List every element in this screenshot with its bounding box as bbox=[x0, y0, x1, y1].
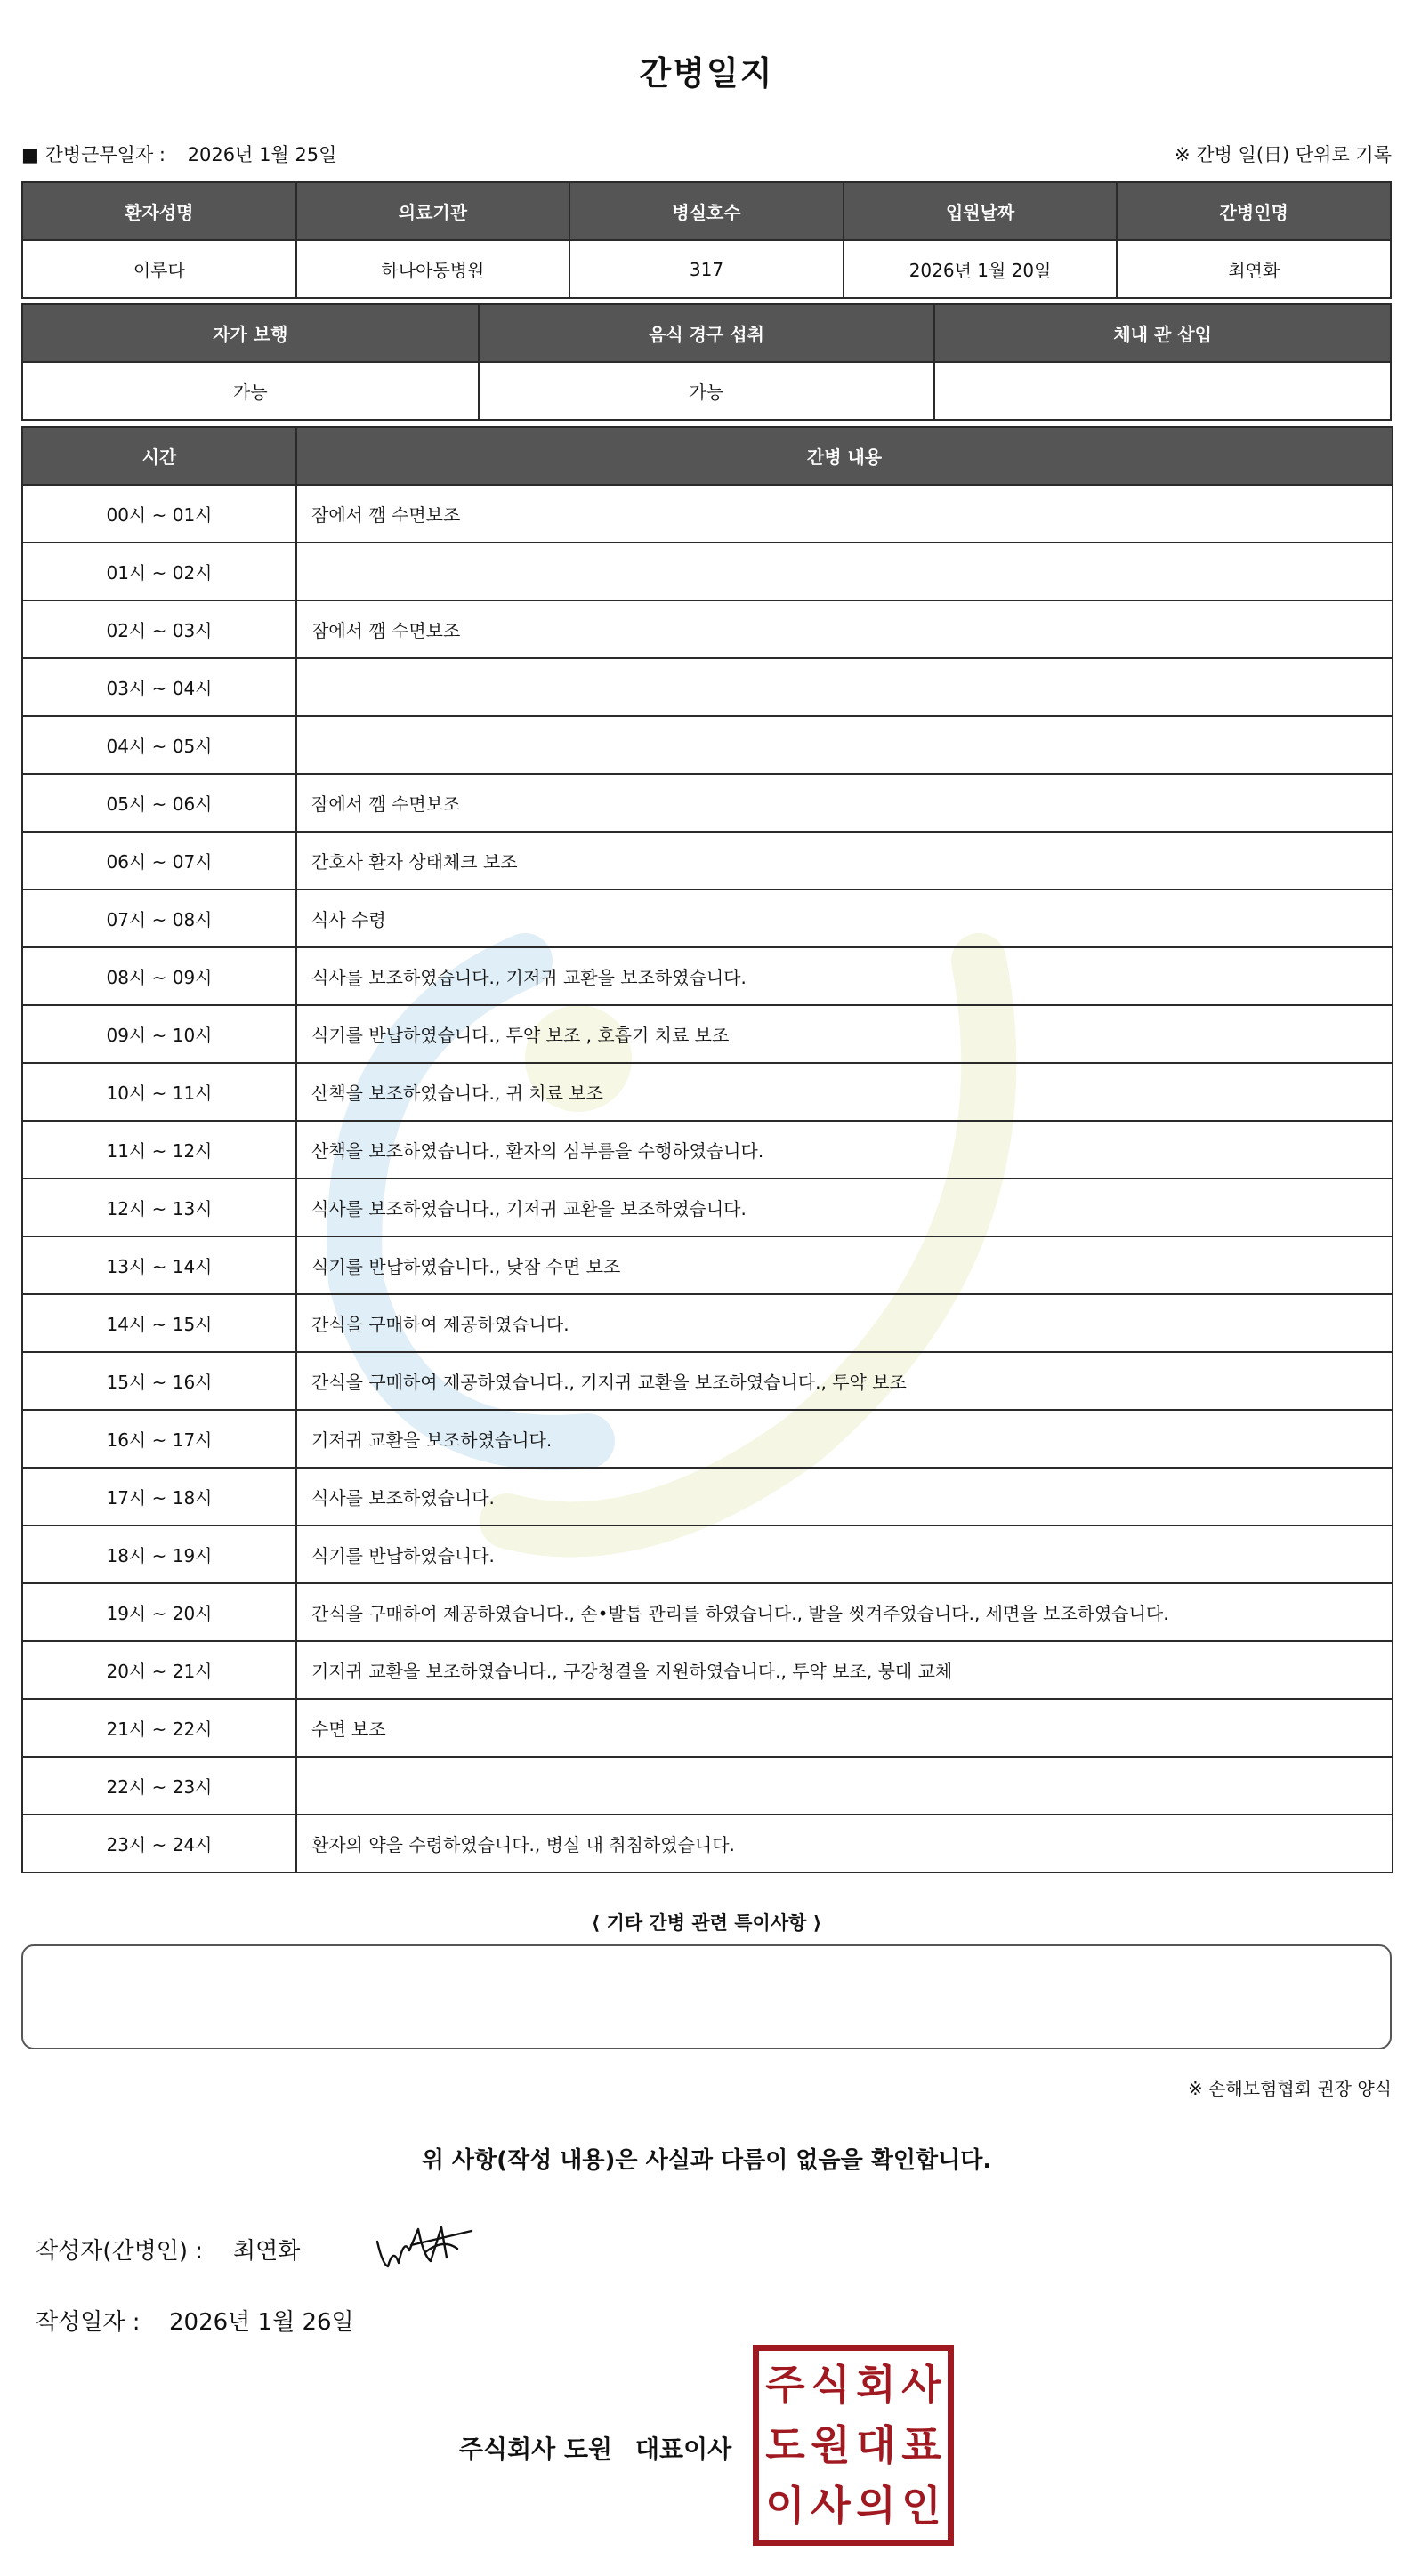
walking-value: 가능 bbox=[22, 362, 479, 420]
ceo-title: 대표이사 bbox=[635, 2435, 732, 2464]
header-time: 시간 bbox=[22, 427, 296, 485]
row-time: 09시 ~ 10시 bbox=[22, 1005, 296, 1063]
patient-info-table bbox=[21, 181, 1392, 299]
row-content: 산책을 보조하였습니다., 환자의 심부름을 수행하였습니다. bbox=[296, 1121, 1393, 1179]
row-content: 잠에서 깸 수면보조 bbox=[296, 600, 1393, 658]
oral-intake-value: 가능 bbox=[479, 362, 935, 420]
row-content: 식기를 반납하였습니다., 낮잠 수면 보조 bbox=[296, 1236, 1393, 1294]
row-time: 01시 ~ 02시 bbox=[22, 543, 296, 600]
unit-note: ※ 간병 일(日) 단위로 기록 bbox=[1175, 144, 1392, 165]
written-date-label: 작성일자 : bbox=[36, 2309, 141, 2336]
table-row bbox=[22, 1641, 1393, 1699]
row-time: 18시 ~ 19시 bbox=[22, 1525, 296, 1583]
row-time: 11시 ~ 12시 bbox=[22, 1121, 296, 1179]
row-content: 식사를 보조하였습니다., 기저귀 교환을 보조하였습니다. bbox=[296, 947, 1393, 1005]
row-content: 식기를 반납하였습니다. bbox=[296, 1525, 1393, 1583]
row-time: 22시 ~ 23시 bbox=[22, 1757, 296, 1815]
header-walking: 자가 보행 bbox=[22, 304, 479, 362]
table-row bbox=[22, 832, 1393, 890]
header-patient-name: 환자성명 bbox=[22, 182, 296, 240]
header-caregiver: 간병인명 bbox=[1117, 182, 1391, 240]
table-row bbox=[22, 1815, 1393, 1872]
table-row bbox=[22, 1236, 1393, 1294]
row-time: 10시 ~ 11시 bbox=[22, 1063, 296, 1121]
table-row bbox=[22, 1063, 1393, 1121]
company-seal-stamp bbox=[753, 2345, 954, 2546]
row-time: 03시 ~ 04시 bbox=[22, 658, 296, 716]
row-content: 식사를 보조하였습니다. bbox=[296, 1468, 1393, 1525]
seal-character: 의 bbox=[856, 2482, 896, 2530]
table-row bbox=[22, 1294, 1393, 1352]
notes-title: ⟨ 기타 간병 관련 특이사항 ⟩ bbox=[591, 1912, 822, 1934]
work-date-label: ■ 간병근무일자 : bbox=[21, 144, 166, 165]
seal-character: 식 bbox=[811, 2361, 851, 2409]
table-row bbox=[22, 1757, 1393, 1815]
room-number: 317 bbox=[569, 240, 844, 298]
row-content: 간식을 구매하여 제공하였습니다., 기저귀 교환을 보조하였습니다., 투약 보조 bbox=[296, 1352, 1393, 1410]
table-row bbox=[22, 1179, 1393, 1236]
seal-character: 인 bbox=[901, 2482, 941, 2530]
header-admission-date: 입원날짜 bbox=[844, 182, 1118, 240]
row-time: 06시 ~ 07시 bbox=[22, 832, 296, 890]
writer-label: 작성자(간병인) : bbox=[36, 2238, 204, 2265]
table-row bbox=[22, 774, 1393, 832]
row-time: 23시 ~ 24시 bbox=[22, 1815, 296, 1872]
row-content: 간식을 구매하여 제공하였습니다., 손•발톱 관리를 하였습니다., 발을 씻겨주었습니다., 세면을 보조하였습니다. bbox=[296, 1583, 1393, 1641]
seal-character: 이 bbox=[765, 2482, 805, 2530]
row-time: 02시 ~ 03시 bbox=[22, 600, 296, 658]
row-content: 식사를 보조하였습니다., 기저귀 교환을 보조하였습니다. bbox=[296, 1179, 1393, 1236]
row-time: 07시 ~ 08시 bbox=[22, 890, 296, 947]
table-row bbox=[22, 716, 1393, 774]
header-hospital: 의료기관 bbox=[296, 182, 570, 240]
table-row bbox=[22, 1525, 1393, 1583]
row-time: 13시 ~ 14시 bbox=[22, 1236, 296, 1294]
patient-name: 이루다 bbox=[22, 240, 296, 298]
row-time: 05시 ~ 06시 bbox=[22, 774, 296, 832]
row-time: 19시 ~ 20시 bbox=[22, 1583, 296, 1641]
seal-character: 원 bbox=[811, 2421, 851, 2469]
row-time: 00시 ~ 01시 bbox=[22, 485, 296, 543]
row-content: 잠에서 깸 수면보조 bbox=[296, 774, 1393, 832]
row-content: 식기를 반납하였습니다., 투약 보조 , 호흡기 치료 보조 bbox=[296, 1005, 1393, 1063]
row-time: 15시 ~ 16시 bbox=[22, 1352, 296, 1410]
row-content bbox=[296, 658, 1393, 716]
row-content: 식사 수령 bbox=[296, 890, 1393, 947]
row-content: 기저귀 교환을 보조하였습니다. bbox=[296, 1410, 1393, 1468]
header-oral-intake: 음식 경구 섭취 bbox=[479, 304, 935, 362]
table-row bbox=[22, 1005, 1393, 1063]
table-row bbox=[22, 890, 1393, 947]
row-content bbox=[296, 543, 1393, 600]
row-content bbox=[296, 716, 1393, 774]
header-tube: 체내 관 삽입 bbox=[934, 304, 1391, 362]
row-content: 간호사 환자 상태체크 보조 bbox=[296, 832, 1393, 890]
seal-character: 사 bbox=[811, 2482, 851, 2530]
row-content: 간식을 구매하여 제공하였습니다. bbox=[296, 1294, 1393, 1352]
table-row bbox=[22, 1699, 1393, 1757]
header-room: 병실호수 bbox=[569, 182, 844, 240]
row-content: 기저귀 교환을 보조하였습니다., 구강청결을 지원하였습니다., 투약 보조, 붕대 교체 bbox=[296, 1641, 1393, 1699]
seal-character: 회 bbox=[856, 2361, 896, 2409]
row-time: 17시 ~ 18시 bbox=[22, 1468, 296, 1525]
row-content: 산책을 보조하였습니다., 귀 치료 보조 bbox=[296, 1063, 1393, 1121]
table-row bbox=[22, 1583, 1393, 1641]
row-time: 08시 ~ 09시 bbox=[22, 947, 296, 1005]
table-row bbox=[22, 1410, 1393, 1468]
row-time: 16시 ~ 17시 bbox=[22, 1410, 296, 1468]
seal-character: 주 bbox=[765, 2361, 805, 2409]
caregiver-name: 최연화 bbox=[1117, 240, 1391, 298]
confirm-statement: 위 사항(작성 내용)은 사실과 다름이 없음을 확인합니다. bbox=[421, 2147, 992, 2174]
seal-character: 사 bbox=[901, 2361, 941, 2409]
handwritten-signature bbox=[372, 2211, 479, 2275]
notes-box bbox=[21, 1944, 1392, 2049]
admission-date: 2026년 1월 20일 bbox=[844, 240, 1118, 298]
table-row bbox=[22, 1468, 1393, 1525]
seal-character: 도 bbox=[765, 2421, 805, 2469]
hospital-name: 하나아동병원 bbox=[296, 240, 570, 298]
row-time: 14시 ~ 15시 bbox=[22, 1294, 296, 1352]
table-row bbox=[22, 1352, 1393, 1410]
row-time: 20시 ~ 21시 bbox=[22, 1641, 296, 1699]
table-row bbox=[22, 658, 1393, 716]
seal-character: 대 bbox=[856, 2421, 896, 2469]
document-title: 간병일지 bbox=[639, 54, 774, 93]
table-row bbox=[22, 485, 1393, 543]
row-time: 21시 ~ 22시 bbox=[22, 1699, 296, 1757]
written-date-value: 2026년 1월 26일 bbox=[169, 2309, 354, 2336]
row-content: 수면 보조 bbox=[296, 1699, 1393, 1757]
table-row bbox=[22, 543, 1393, 600]
notes-content bbox=[23, 1946, 1390, 1971]
care-log-table bbox=[21, 426, 1393, 1873]
company-name: 주식회사 도원 bbox=[459, 2435, 613, 2464]
work-date-row bbox=[21, 141, 336, 167]
patient-status-table bbox=[21, 303, 1392, 421]
header-care-content: 간병 내용 bbox=[296, 427, 1393, 485]
row-content bbox=[296, 1757, 1393, 1815]
row-time: 12시 ~ 13시 bbox=[22, 1179, 296, 1236]
tube-value bbox=[934, 362, 1391, 420]
row-content: 잠에서 깸 수면보조 bbox=[296, 485, 1393, 543]
table-row bbox=[22, 947, 1393, 1005]
table-row bbox=[22, 1121, 1393, 1179]
table-row bbox=[22, 600, 1393, 658]
writer-name: 최연화 bbox=[233, 2238, 301, 2265]
row-content: 환자의 약을 수령하였습니다., 병실 내 취침하였습니다. bbox=[296, 1815, 1393, 1872]
form-note: ※ 손해보험협회 권장 양식 bbox=[1187, 2078, 1392, 2099]
work-date-value: 2026년 1월 25일 bbox=[187, 144, 337, 165]
row-time: 04시 ~ 05시 bbox=[22, 716, 296, 774]
seal-character: 표 bbox=[901, 2421, 941, 2469]
